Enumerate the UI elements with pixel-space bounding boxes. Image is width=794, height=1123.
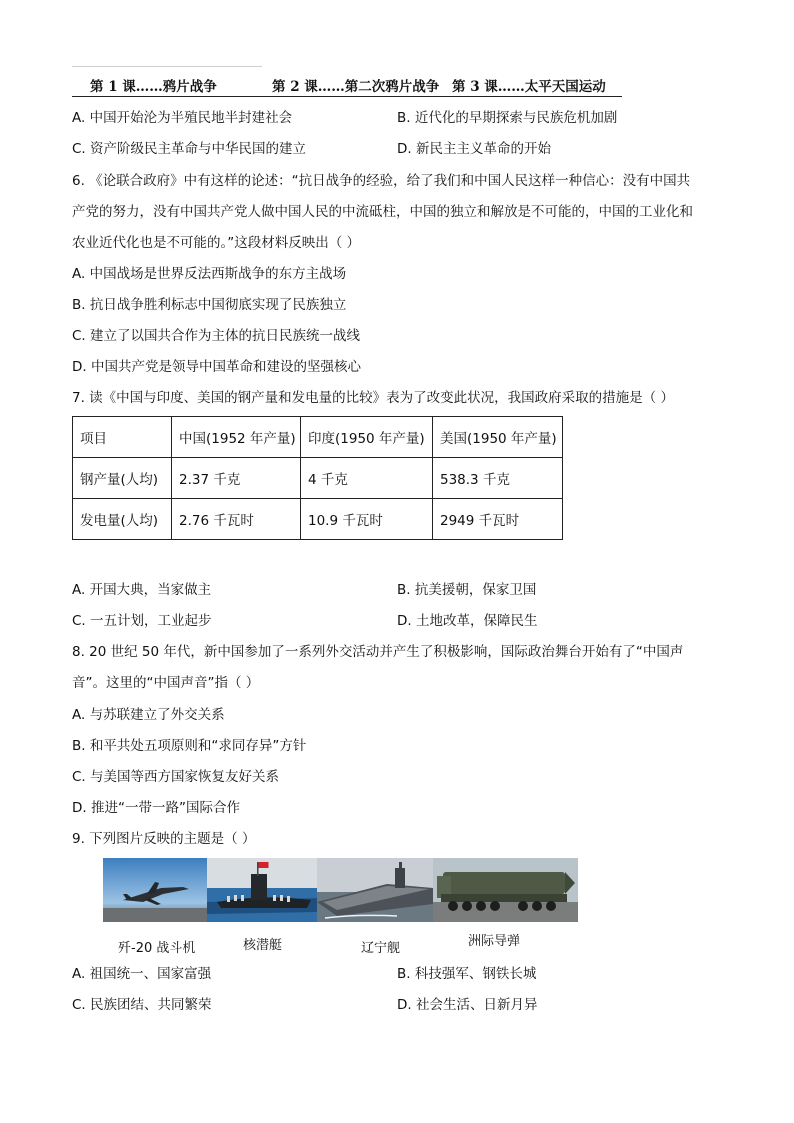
q5-option-b: B. 近代化的早期探索与民族危机加剧 (397, 110, 618, 126)
table-row (73, 499, 563, 540)
q8-option-b: B. 和平共处五项原则和“求同存异”方针 (72, 738, 307, 754)
q5-option-a: A. 中国开始沦为半殖民地半封建社会 (72, 110, 293, 126)
submarine-photo (207, 858, 317, 922)
q7-option-d: D. 土地改革，保障民生 (397, 613, 538, 629)
q7-stem: 7. 读《中国与印度、美国的钢产量和发电量的比较》表为了改变此状况，我国政府采取的措施是（ ） (72, 390, 674, 406)
table-header-row (73, 417, 563, 458)
q7-option-c: C. 一五计划，工业起步 (72, 613, 212, 629)
q8-stem-line-1: 8. 20 世纪 50 年代，新中国参加了一系列外交活动并产生了积极影响，国际政治舞台开始有了“中国声 (72, 644, 684, 660)
q9-option-d: D. 社会生活、日新月异 (397, 997, 538, 1013)
table-row (73, 458, 563, 499)
q8-option-c: C. 与美国等西方国家恢复友好关系 (72, 769, 280, 785)
icbm-photo (433, 858, 578, 922)
q6-option-d: D. 中国共产党是领导中国革命和建设的坚强核心 (72, 359, 361, 375)
caption-icbm: 洲际导弹 (468, 934, 521, 949)
lesson-3-label: 第 3 课……太平天国运动 (452, 79, 606, 95)
table-header-cell: 中国(1952 年产量) (172, 417, 301, 458)
q9-option-b: B. 科技强军、钢铁长城 (397, 966, 537, 982)
steel-electricity-table (72, 416, 563, 540)
table-header-cell: 印度(1950 年产量) (301, 417, 433, 458)
q6-stem-line-1: 6. 《论联合政府》中有这样的论述：“抗日战争的经验，给了我们和中国人民这样一种信心：没有中国共 (72, 173, 691, 189)
q5-option-c: C. 资产阶级民主革命与中华民国的建立 (72, 141, 307, 157)
q7-option-b: B. 抗美援朝，保家卫国 (397, 582, 537, 598)
q5-option-d: D. 新民主主义革命的开始 (397, 141, 551, 157)
caption-submarine: 核潜艇 (243, 938, 283, 953)
table-cell: 2.76 千瓦时 (172, 499, 301, 540)
q6-option-c: C. 建立了以国共合作为主体的抗日民族统一战线 (72, 328, 361, 344)
header-rule (72, 66, 262, 67)
q8-stem-line-2: 音”。这里的“中国声音”指（ ） (72, 675, 260, 691)
caption-carrier: 辽宁舰 (361, 941, 401, 956)
table-cell: 4 千克 (301, 458, 433, 499)
lesson-header (72, 72, 622, 97)
lesson-1-label: 第 1 课……鸦片战争 (90, 79, 217, 95)
q6-option-a: A. 中国战场是世界反法西斯战争的东方主战场 (72, 266, 347, 282)
lesson-2-label: 第 2 课……第二次鸦片战争 (272, 79, 440, 95)
q8-option-a: A. 与苏联建立了外交关系 (72, 707, 225, 723)
table-cell: 发电量(人均) (73, 499, 172, 540)
q7-option-a: A. 开国大典，当家做主 (72, 582, 212, 598)
q6-stem-line-3: 农业近代化也是不可能的。”这段材料反映出（ ） (72, 235, 361, 251)
caption-j20: 歼-20 战斗机 (118, 941, 196, 956)
q9-option-a: A. 祖国统一、国家富强 (72, 966, 212, 982)
table-cell: 10.9 千瓦时 (301, 499, 433, 540)
q9-option-c: C. 民族团结、共同繁荣 (72, 997, 212, 1013)
q6-stem-line-2: 产党的努力，没有中国共产党人做中国人民的中流砥柱，中国的独立和解放是不可能的，中国的工业化和 (72, 204, 693, 220)
table-cell: 钢产量(人均) (73, 458, 172, 499)
table-cell: 538.3 千克 (433, 458, 563, 499)
table-cell: 2949 千瓦时 (433, 499, 563, 540)
aircraft-carrier-photo (317, 858, 433, 922)
q6-option-b: B. 抗日战争胜利标志中国彻底实现了民族独立 (72, 297, 347, 313)
military-photo-strip (103, 858, 578, 922)
table-header-cell: 项目 (73, 417, 172, 458)
j20-fighter-photo (103, 858, 207, 922)
table-cell: 2.37 千克 (172, 458, 301, 499)
q9-stem: 9. 下列图片反映的主题是（ ） (72, 831, 256, 847)
table-header-cell: 美国(1950 年产量) (433, 417, 563, 458)
q8-option-d: D. 推进“一带一路”国际合作 (72, 800, 240, 816)
